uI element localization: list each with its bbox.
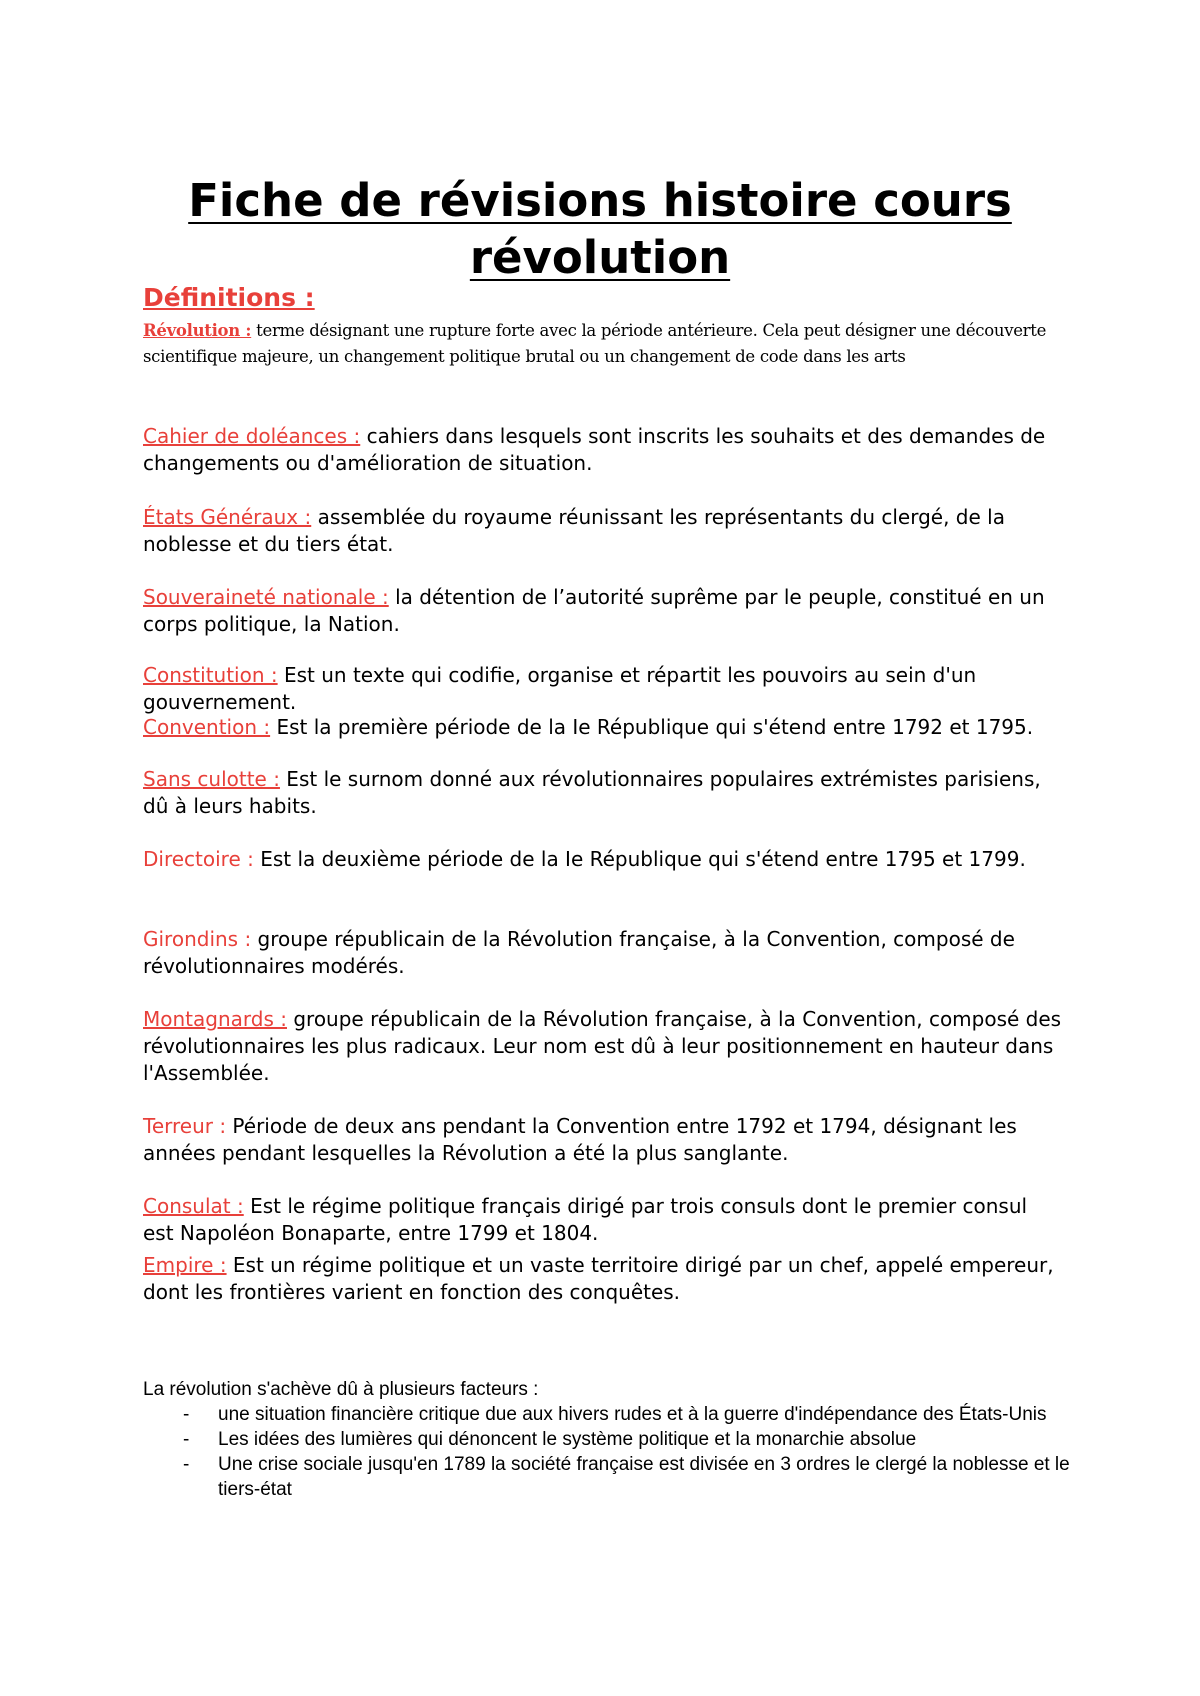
definition-text: Est un texte qui codifie, organise et répartit les pouvoirs au sein d'un gouvernement. xyxy=(143,663,977,714)
list-item xyxy=(143,1402,1073,1427)
definition-term: Cahier de doléances : xyxy=(143,424,361,448)
definition-term: Terreur : xyxy=(143,1114,227,1138)
definition-term: Directoire : xyxy=(143,847,254,871)
definition-consulat xyxy=(143,1193,1063,1247)
definition-convention xyxy=(143,714,1063,741)
definition-term: Constitution : xyxy=(143,663,278,687)
definition-term: Souveraineté nationale : xyxy=(143,585,389,609)
definition-directoire xyxy=(143,846,1063,873)
definition-term: États Généraux : xyxy=(143,505,312,529)
definition-text: assemblée du royaume réunissant les représentants du clergé, de la noblesse et du tiers état. xyxy=(143,505,1005,556)
section-heading-definitions: Définitions : xyxy=(143,283,315,312)
bullet-dash: - xyxy=(183,1454,190,1475)
definition-montagnards xyxy=(143,1006,1063,1087)
definition-empire xyxy=(143,1252,1063,1306)
definition-sans-culotte xyxy=(143,766,1063,820)
definition-cahier-de-doleances xyxy=(143,423,1063,477)
definition-revolution xyxy=(143,318,1063,370)
definition-souverainete-nationale xyxy=(143,584,1063,638)
definition-text: Est la première période de la Ie République qui s'étend entre 1792 et 1795. xyxy=(270,715,1034,739)
definition-text: cahiers dans lesquels sont inscrits les souhaits et des demandes de changements ou d'amélioration de situation. xyxy=(143,424,1046,475)
definition-text: terme désignant une rupture forte avec la période antérieure. Cela peut désigner une découverte scientifique majeure, un changement politique brutal ou un changement de code dans les arts xyxy=(143,321,1047,366)
bullet-dash: - xyxy=(183,1429,190,1450)
definition-constitution xyxy=(143,662,1063,716)
definition-text: Est le surnom donné aux révolutionnaires populaires extrémistes parisiens, dû à leurs habits. xyxy=(143,767,1041,818)
definition-term: Sans culotte : xyxy=(143,767,280,791)
definition-term: Consulat : xyxy=(143,1194,244,1218)
list-item-text: Les idées des lumières qui dénoncent le système politique et la monarchie absolue xyxy=(218,1429,917,1450)
definition-term: Révolution : xyxy=(143,321,252,340)
list-item xyxy=(143,1427,1073,1452)
factors-section xyxy=(143,1377,1073,1502)
definition-term: Convention : xyxy=(143,715,271,739)
bullet-dash: - xyxy=(183,1404,190,1425)
definition-text: groupe républicain de la Révolution française, à la Convention, composé des révolutionnaires les plus radicaux. Leur nom est dû à leur positionnement en hauteur dans l'Assemblée. xyxy=(143,1007,1062,1085)
list-item-text: Une crise sociale jusqu'en 1789 la société française est divisée en 3 ordres le clergé la noblesse et le tiers-état xyxy=(218,1454,1070,1500)
definition-text: Est un régime politique et un vaste territoire dirigé par un chef, appelé empereur, dont les frontières varient en fonction des conquêtes. xyxy=(143,1253,1054,1304)
list-item-text: une situation financière critique due aux hivers rudes et à la guerre d'indépendance des États-Unis xyxy=(218,1404,1047,1425)
definition-terreur xyxy=(143,1113,1063,1167)
factors-list xyxy=(143,1402,1073,1502)
definition-term: Montagnards : xyxy=(143,1007,287,1031)
definition-text: Est la deuxième période de la Ie République qui s'étend entre 1795 et 1799. xyxy=(253,847,1026,871)
definition-etats-generaux xyxy=(143,504,1063,558)
definition-text: groupe républicain de la Révolution française, à la Convention, composé de révolutionnaires modérés. xyxy=(143,927,1015,978)
factors-intro: La révolution s'achève dû à plusieurs facteurs : xyxy=(143,1379,539,1400)
definition-term: Empire : xyxy=(143,1253,227,1277)
definition-text: Période de deux ans pendant la Convention entre 1792 et 1794, désignant les années pendant lesquelles la Révolution a été la plus sanglante. xyxy=(143,1114,1017,1165)
list-item xyxy=(143,1452,1073,1502)
page-title: Fiche de révisions histoire cours révolution xyxy=(188,174,1012,285)
definition-text: Est le régime politique français dirigé par trois consuls dont le premier consul est Napoléon Bonaparte, entre 1799 et 1804. xyxy=(143,1194,1028,1245)
definition-text: la détention de l’autorité suprême par le peuple, constitué en un corps politique, la Nation. xyxy=(143,585,1045,636)
definition-girondins xyxy=(143,926,1063,980)
definition-term: Girondins : xyxy=(143,927,252,951)
